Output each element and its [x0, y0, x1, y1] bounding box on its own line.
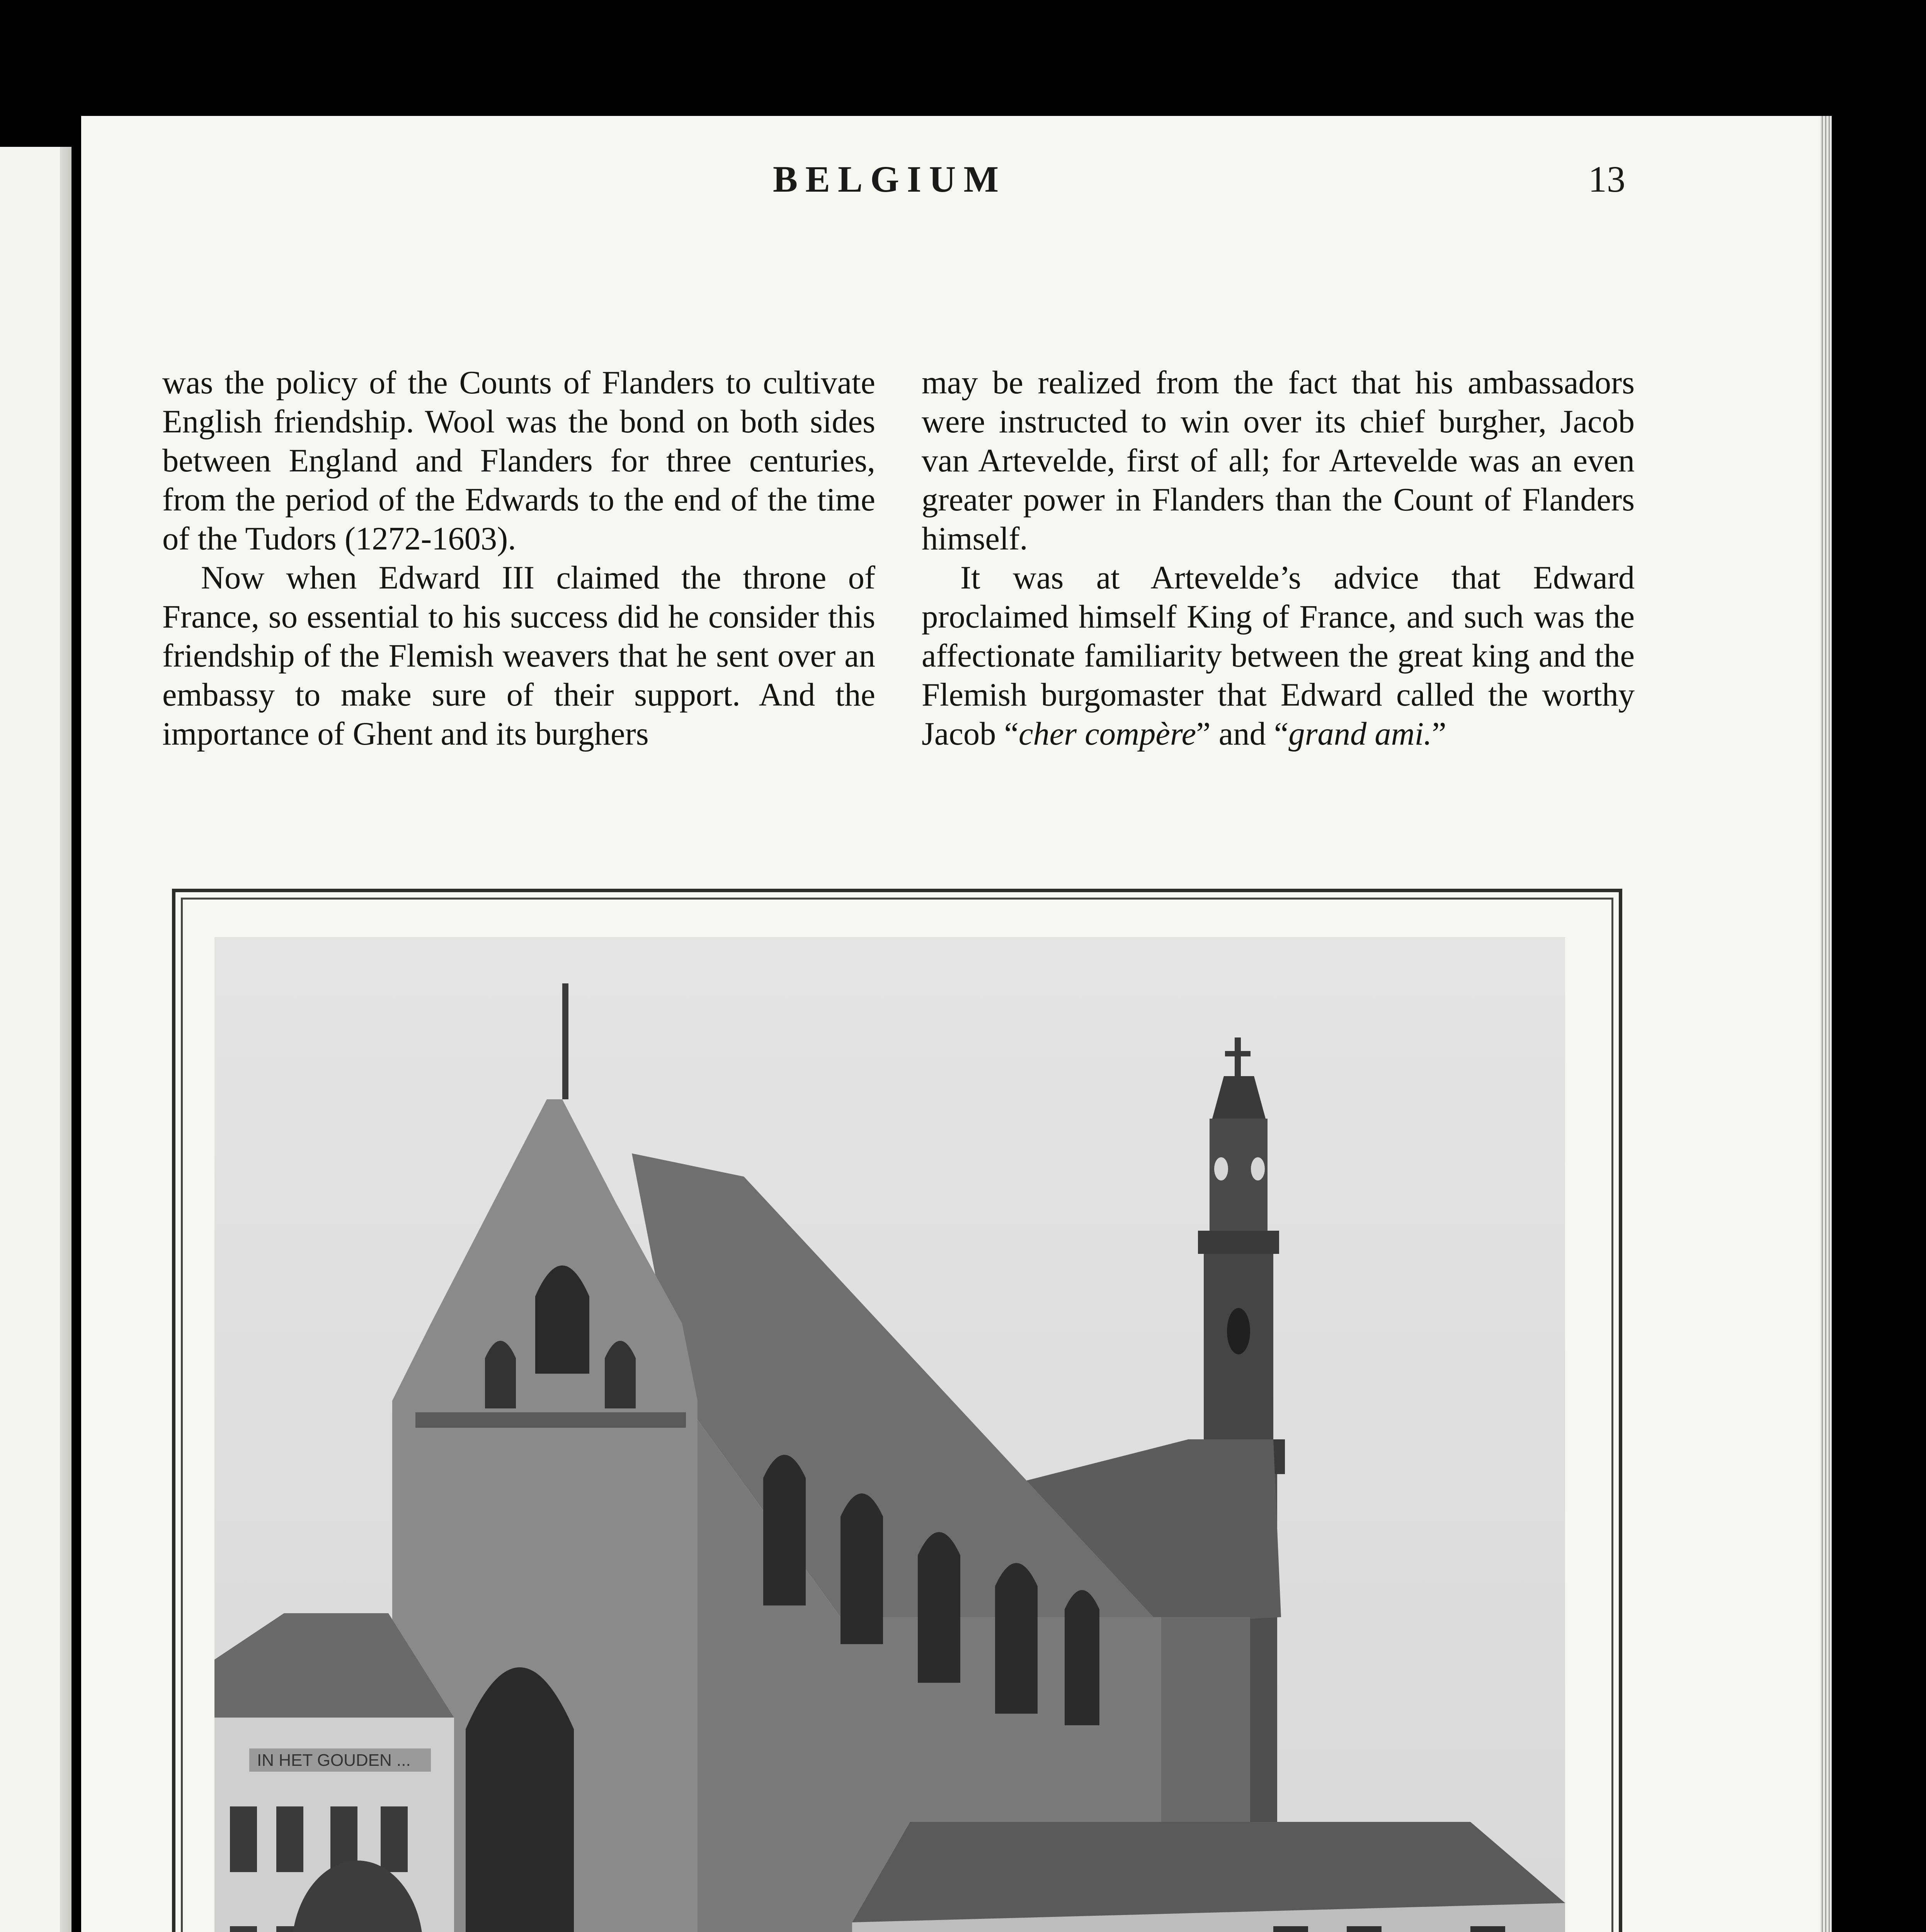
- paragraph: [922, 558, 1635, 753]
- paragraph: Now when Edward III claimed the throne of France, so essential to his success did he consider this friendship of the Flemish weavers that he sent over an embassy to make sure of their support. And the importance of Ghent and its burghers: [162, 560, 875, 752]
- paragraph: may be realized from the fact that his ambassadors were instructed to win over its chief burgher, Jacob van Artevelde, first of all; for Artevelde was an even greater power in Flanders than the Count of Flanders himself.: [922, 365, 1635, 557]
- text-column-right: [922, 363, 1635, 753]
- paragraph-text: It was at Artevelde’s advice that Edward proclaimed himself King of France, and such was the affectionate familiarity between the great king and the Flemish burgomaster that Edward called the worthy Jacob “: [922, 560, 1635, 752]
- church-photograph: [214, 937, 1565, 1932]
- page-header: [0, 158, 1926, 204]
- paragraph: was the policy of the Counts of Flanders to cultivate English friendship. Wool was the bond on both sides between England and Flanders for three centuries, from the period of the Edwards to the end of the time of the Tudors (1272-1603).: [162, 365, 875, 557]
- paragraph-text: ”: [1432, 716, 1446, 752]
- paragraph-text: ” and “: [1196, 716, 1289, 752]
- text-column-left: [162, 363, 875, 753]
- page-number: 13: [1588, 158, 1625, 200]
- facing-page-edge: [0, 147, 71, 1932]
- facade-window: [466, 1667, 574, 1932]
- right-townhouses: [852, 1822, 1565, 1932]
- italic-phrase: cher compère: [1019, 716, 1196, 752]
- italic-phrase: grand ami.: [1288, 716, 1432, 752]
- running-head: BELGIUM: [773, 158, 1007, 200]
- shop-sign: IN HET GOUDEN ...: [257, 1751, 411, 1770]
